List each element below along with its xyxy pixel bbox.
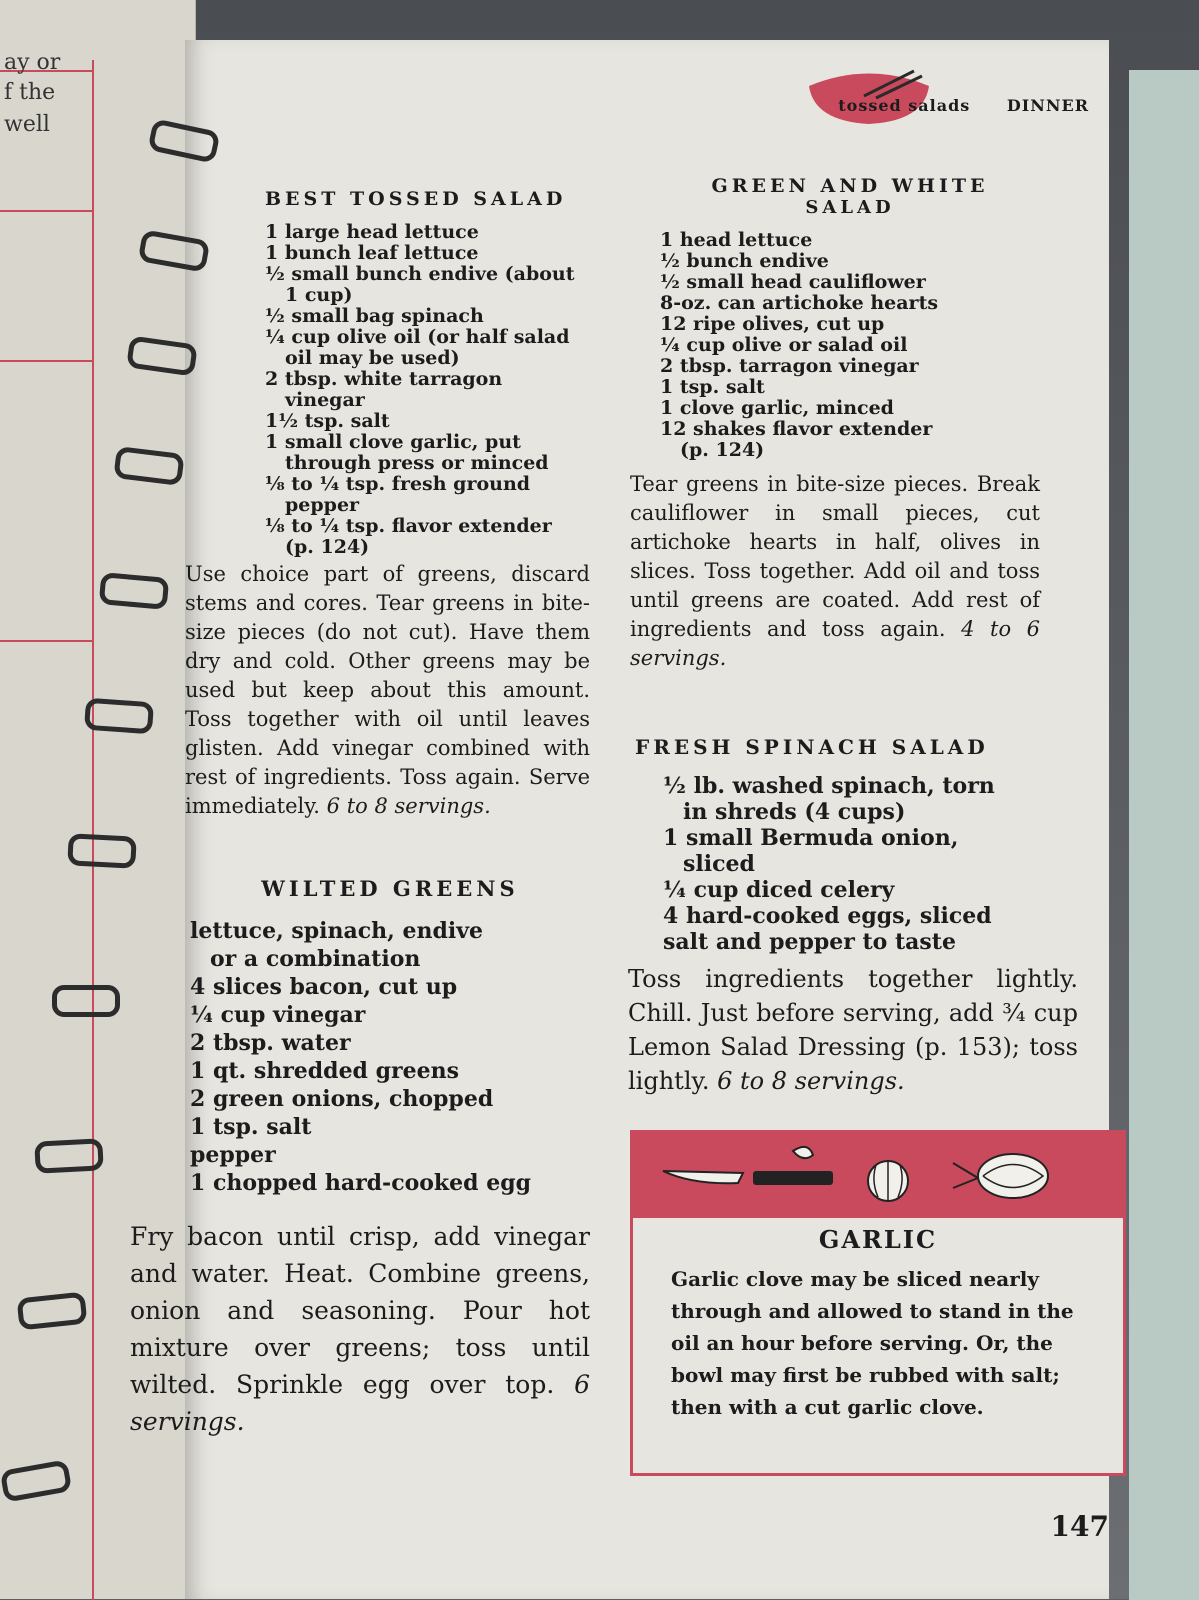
ingredient-item: 4 slices bacon, cut up (190, 974, 458, 1000)
binding-ring (67, 833, 137, 869)
ingredient-item: 1 clove garlic, minced (660, 397, 894, 419)
recipe-directions (628, 962, 1078, 1098)
ingredient-item: ½ small bunch endive (about (265, 263, 575, 285)
binding-ring (34, 1138, 104, 1174)
ingredient-item: ¼ cup diced celery (663, 877, 895, 903)
ingredient-item: 12 ripe olives, cut up (660, 313, 885, 335)
ingredient-item: 1 large head lettuce (265, 221, 479, 243)
adjacent-sheet (1129, 70, 1199, 1600)
recipe-directions (630, 470, 1040, 673)
servings: 6 servings. (130, 1370, 590, 1436)
ingredient-item: vinegar (285, 389, 365, 411)
garlic-title: GARLIC (818, 1225, 938, 1254)
garlic-text: Garlic clove may be sliced nearly through and allowed to stand in the oil an hour before serving. Or, the bowl may first be rubbed with salt; then with a cut garlic clove. (671, 1267, 1074, 1419)
page-rule (92, 60, 94, 1600)
ingredient-item: 1 small Bermuda onion, (663, 825, 959, 851)
ingredient-item: ½ small bag spinach (265, 305, 484, 327)
prev-page-fragment: ay or (4, 50, 61, 75)
ingredient-item: 2 tbsp. water (190, 1030, 351, 1056)
ingredient-item: 8-oz. can artichoke hearts (660, 292, 939, 314)
ingredient-item: sliced (683, 851, 755, 877)
ingredient-item: 1 chopped hard-cooked egg (190, 1170, 531, 1196)
recipe-title: FRESH SPINACH SALAD (635, 735, 989, 759)
header-meal: DINNER (1006, 96, 1089, 115)
ingredient-item: 2 tbsp. tarragon vinegar (660, 355, 919, 377)
directions-text (630, 470, 1040, 673)
recipe-green-and-white-salad (660, 175, 1040, 461)
ingredient-list (265, 222, 595, 558)
servings: 4 to 6 servings. (630, 617, 1040, 670)
recipe-fresh-spinach-salad (635, 735, 1055, 955)
prev-page-fragment: f the (4, 80, 56, 105)
page-rule (0, 640, 92, 642)
recipe-best-tossed-salad (265, 188, 595, 558)
servings: 6 to 8 servings. (326, 794, 491, 818)
ingredient-item: in shreds (4 cups) (683, 799, 906, 825)
ingredient-list (190, 917, 590, 1197)
ingredient-item: ⅛ to ¼ tsp. fresh ground (265, 473, 531, 495)
ingredient-item: 2 green onions, chopped (190, 1086, 494, 1112)
ingredient-item: pepper (285, 494, 360, 516)
ingredient-item: 1 small clove garlic, put (265, 431, 521, 453)
knife-garlic-icon (633, 1133, 1123, 1218)
ingredient-item: 1 cup) (285, 284, 353, 306)
recipe-title: GREEN AND WHITE (711, 175, 989, 197)
ingredient-item: salt and pepper to taste (663, 929, 956, 955)
ingredient-item: 1 head lettuce (660, 229, 813, 251)
ingredient-item: lettuce, spinach, endive (190, 918, 483, 944)
directions-text (130, 1218, 590, 1440)
ingredient-item: or a combination (210, 946, 421, 972)
page-rule (0, 210, 92, 212)
ingredient-item: (p. 124) (285, 536, 370, 558)
ingredient-item: ¼ cup olive oil (or half salad (265, 326, 570, 348)
page-rule (0, 360, 92, 362)
ingredient-item: 1 qt. shredded greens (190, 1058, 459, 1084)
ingredient-item: 1 tsp. salt (660, 376, 765, 398)
garlic-tip-box (630, 1130, 1126, 1476)
ingredient-item: 1 bunch leaf lettuce (265, 242, 479, 264)
recipe-title: WILTED GREENS (261, 876, 519, 901)
ingredient-item: ½ small head cauliflower (660, 271, 926, 293)
recipe-title: BEST TOSSED SALAD (265, 188, 567, 210)
servings: 6 to 8 servings. (717, 1067, 905, 1095)
ingredient-list (635, 773, 1055, 955)
binding-ring (99, 572, 170, 610)
recipe-directions (130, 1218, 590, 1440)
ingredient-item: 4 hard-cooked eggs, sliced (663, 903, 992, 929)
ingredient-item: ½ bunch endive (660, 250, 829, 272)
recipe-wilted-greens (190, 876, 590, 1197)
directions-text (628, 962, 1078, 1098)
ingredient-item: oil may be used) (285, 347, 460, 369)
binding-ring (52, 985, 120, 1017)
ingredient-item: (p. 124) (680, 439, 765, 461)
directions-body: Tear greens in bite-size pieces. Break cauliflower in small pieces, cut artichoke hearts in half, olives in slices. Toss together. Add oil and toss until greens are coated. Add rest of ingredients and toss again. (630, 472, 1040, 641)
page-number: 147 (1050, 1510, 1109, 1543)
directions-body: Fry bacon until crisp, add vinegar and water. Heat. Combine greens, onion and seasoning. Pour hot mixture over greens; toss until wilted. Sprinkle egg over top. (130, 1222, 590, 1399)
garlic-illustration-band (633, 1133, 1123, 1218)
ingredient-item: 1 tsp. salt (190, 1114, 312, 1140)
directions-text (185, 560, 590, 821)
recipe-directions (185, 560, 590, 821)
directions-body: Toss ingredients together lightly. Chill. Just before serving, add ¾ cup Lemon Salad Dressing (p. 153); toss lightly. (628, 965, 1078, 1095)
ingredient-item: through press or minced (285, 452, 549, 474)
ingredient-item: ¼ cup olive or salad oil (660, 334, 908, 356)
binding-ring (84, 698, 154, 735)
ingredient-item: ⅛ to ¼ tsp. flavor extender (265, 515, 552, 537)
prev-page-fragment: well (4, 112, 50, 137)
ingredient-item: 2 tbsp. white tarragon (265, 368, 503, 390)
recipe-title: SALAD (805, 197, 895, 218)
ingredient-item: 1½ tsp. salt (265, 410, 390, 432)
ingredient-item: pepper (190, 1142, 276, 1168)
ingredient-item: ¼ cup vinegar (190, 1002, 366, 1028)
ingredient-item: 12 shakes flavor extender (660, 418, 933, 440)
running-header (838, 96, 1089, 115)
ingredient-list (660, 230, 1040, 461)
directions-body: Use choice part of greens, discard stems and cores. Tear greens in bite-size pieces (do not cut). Have them dry and cold. Other greens may be used but keep about this amount. Toss together with oil until leaves glisten. Add vinegar combined with rest of ingredients. Toss again. Serve immediately. (185, 562, 590, 818)
ingredient-item: ½ lb. washed spinach, torn (663, 773, 995, 799)
header-section: tossed salads (838, 96, 971, 115)
